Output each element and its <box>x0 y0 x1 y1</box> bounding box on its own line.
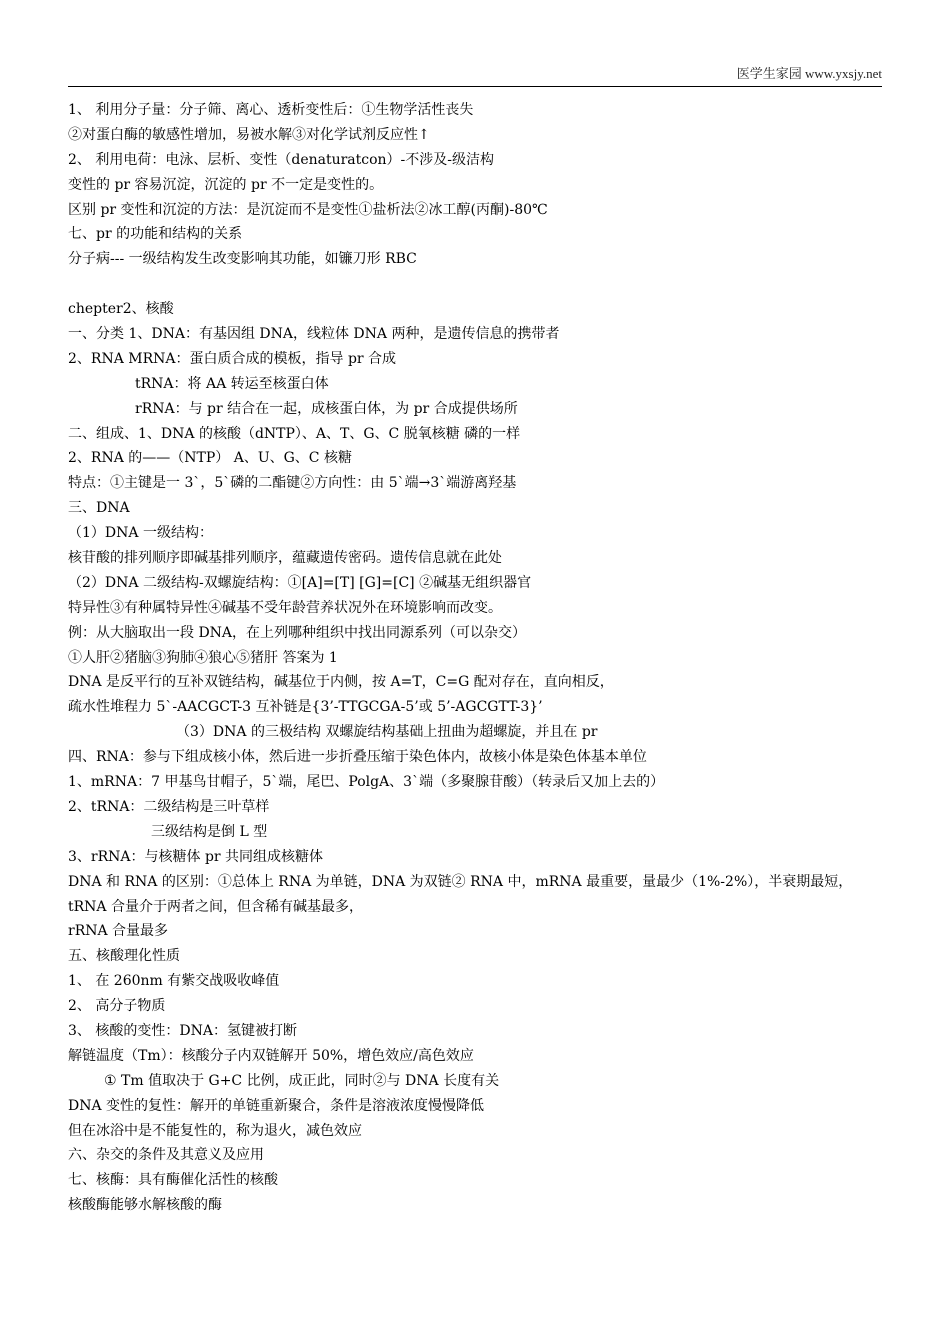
text-line: 2、RNA MRNA：蛋白质合成的模板，指导 pr 合成 <box>68 350 397 367</box>
section-heading: 二、组成、1、DNA 的核酸（dNTP）、A、T、G、C 脱氧核糖 磷的一样 <box>68 425 521 442</box>
section-heading: 七、pr 的功能和结构的关系 <box>68 226 243 243</box>
text-line: 2、tRNA：二级结构是三叶草样 <box>68 798 270 815</box>
text-line: 1、mRNA：7 甲基鸟甘帽子，5`端，尾巴、PolgA、3`端（多聚腺苷酸）（转录后又加上去的） <box>68 774 665 791</box>
text-line: 3、 核酸的变性：DNA：氢键被打断 <box>68 1022 297 1039</box>
text-line: 1、 在 260nm 有紫交战吸收峰值 <box>68 973 280 990</box>
text-line: 2、 利用电荷：电泳、层析、变性（denaturatcon）-不涉及-级洁构 <box>68 151 495 168</box>
section-heading: 四、RNA：参与下组成核小体，然后进一步折叠压缩于染色体内，故核小体是染色体基本单位 <box>68 749 647 766</box>
section-heading: 七、核酶：具有酶催化活性的核酸 <box>68 1172 278 1189</box>
text-line: ① Tm 值取决于 G+C 比例，成正此，同时②与 DNA 长度有关 <box>104 1072 500 1089</box>
text-line: （1）DNA 一级结构： <box>68 525 213 542</box>
text-line: 核苷酸的排列顺序即碱基排列顺序，蕴藏遗传密码。遗传信息就在此处 <box>68 550 502 567</box>
text-line: 例：从大脑取出一段 DNA，在上列哪种组织中找出同源系列（可以杂交） <box>68 624 527 641</box>
header-site-text: 医学生家园 www.yxsjy.net <box>736 66 882 81</box>
document-body <box>68 98 888 1218</box>
text-line: tRNA：将 AA 转运至核蛋白体 <box>135 375 329 392</box>
text-line: 分子病--- 一级结构发生改变影响其功能，如镰刀形 RBC <box>68 251 417 268</box>
text-line: 三级结构是倒 L 型 <box>151 823 268 840</box>
page-header <box>68 66 882 87</box>
text-line: 2、 高分子物质 <box>68 998 166 1015</box>
text-line: 解链温度（Tm）：核酸分子内双链解开 50%，增色效应/高色效应 <box>68 1047 474 1064</box>
text-line: （3）DNA 的三极结构 双螺旋结构基础上扭曲为超螺旋，并且在 pr <box>176 724 598 741</box>
text-line: DNA 变性的复性：解开的单链重新聚合，条件是溶液浓度慢慢降低 <box>68 1097 485 1114</box>
text-line: rRNA 合量最多 <box>68 923 169 940</box>
text-line: 区别 pr 变性和沉淀的方法：是沉淀而不是变性①盐析法②冰工醇(丙酮)-80℃ <box>68 201 548 218</box>
text-line: 疏水性堆程力 5`-AACGCT-3 互补链是{3’-TTGCGA-5’或 5’-AGCGTT-3}’ <box>68 699 543 716</box>
text-line: 特点：①主键是一 3`，5`磷的二酯键②方向性：由 5`端→3`端游离羟基 <box>68 475 517 492</box>
chapter-heading: chepter2、核酸 <box>68 301 174 318</box>
text-line: DNA 和 RNA 的区别：①总体上 RNA 为单链，DNA 为双链② RNA 中，mRNA 最重要，量最少（1%-2%），半衰期最短， <box>68 873 853 890</box>
text-line: （2）DNA 二级结构-双螺旋结构：①[A]=[T] [G]=[C] ②碱基无组织器官 <box>68 574 532 591</box>
text-line: rRNA：与 pr 结合在一起，成核蛋白体，为 pr 合成提供场所 <box>135 400 518 417</box>
section-heading: 五、核酸理化性质 <box>68 948 180 965</box>
section-heading: 六、杂交的条件及其意义及应用 <box>68 1147 264 1164</box>
text-line: ①人肝②猪脑③狗肺④狼心⑤猪肝 答案为 1 <box>68 649 338 666</box>
blank-line <box>68 272 888 297</box>
text-line: 特异性③有种属特异性④碱基不受年龄营养状况外在环境影响而改变。 <box>68 599 502 616</box>
text-line: 但在冰浴中是不能复性的，称为退火，减色效应 <box>68 1122 362 1139</box>
text-line: ②对蛋白酶的敏感性增加，易被水解③对化学试剂反应性↑ <box>68 126 430 143</box>
text-line: 核酸酶能够水解核酸的酶 <box>68 1197 222 1214</box>
text-line: DNA 是反平行的互补双链结构，碱基位于内侧，按 A=T，C=G 配对存在，直向相反， <box>68 674 614 691</box>
text-line: 1、 利用分子量：分子筛、离心、透析变性后：①生物学活性丧失 <box>68 102 474 118</box>
text-line: 2、RNA 的——（NTP） A、U、G、C 核糖 <box>68 450 352 467</box>
section-heading: 三、DNA <box>68 500 130 517</box>
text-line: 变性的 pr 容易沉淀，沉淀的 pr 不一定是变性的。 <box>68 176 384 193</box>
text-line: 3、rRNA：与核糖体 pr 共同组成核糖体 <box>68 848 324 865</box>
text-line: tRNA 合量介于两者之间，但含稀有碱基最多， <box>68 898 363 915</box>
section-heading: 一、分类 1、DNA：有基因组 DNA，线粒体 DNA 两种，是遗传信息的携带者 <box>68 326 560 343</box>
